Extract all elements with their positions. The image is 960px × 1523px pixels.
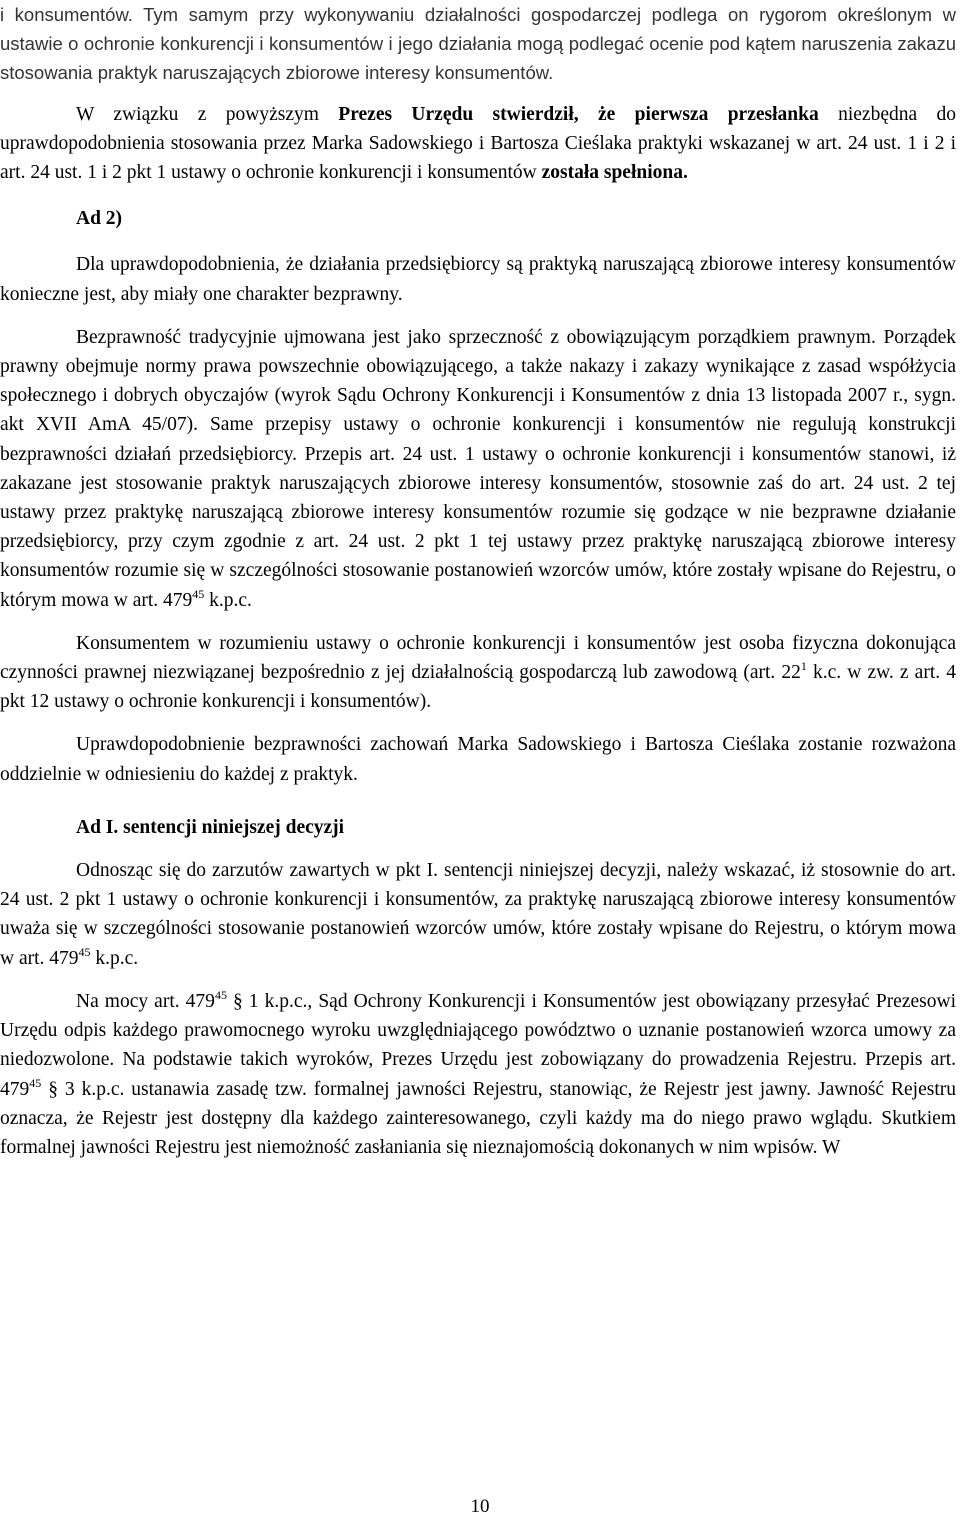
paragraph-text: § 1 k.p.c., Sąd Ochrony Konkurencji i Konsumentów jest obowiązany przesyłać Prezesowi Urzędu odpis każdego prawomocnego wyroku uwzględniającego powództwo o uznanie postanowień wzorca umowy za niedozwolone. Na podstawie takich wyroków, Prezes Urzędu jest zobowiązany do prowadzenia Rejestru. Przepis art. 479 bbox=[0, 990, 956, 1100]
superscript: 1 bbox=[800, 659, 807, 674]
paragraph-text: k.p.c. bbox=[90, 947, 139, 969]
paragraph-text: W związku z powyższym bbox=[76, 103, 339, 125]
paragraph-unlawfulness-intro: Dla uprawdopodobnienia, że działania przedsiębiorcy są praktyką naruszającą zbiorowe interesy konsumentów konieczne jest, aby miały one charakter bezprawny. bbox=[0, 254, 956, 305]
section-heading-ad-i: Ad I. sentencji niniejszej decyzji bbox=[76, 816, 345, 838]
bold-finding: Prezes Urzędu stwierdził, że pierwsza przesłanka bbox=[338, 103, 819, 125]
paragraph-text: Na mocy art. 479 bbox=[76, 990, 215, 1012]
paragraph-text: k.c. w zw. z art. 4 pkt 12 ustawy o ochronie konkurencji i konsumentów). bbox=[0, 662, 956, 713]
paragraph-text: Konsumentem w rozumieniu ustawy o ochronie konkurencji i konsumentów jest osoba fizyczna dokonująca czynności prawnej niezwiązanej bezpośrednio z jej działalnością gospodarczą lub zawodową (art. 22 bbox=[0, 632, 956, 684]
paragraph-text: § 3 k.p.c. ustanawia zasadę tzw. formalnej jawności Rejestru, stanowiąc, że Rejestr jest jawny. Jawność Rejestru oznacza, że Rejestr jest dostępny dla każdego zainteresowanego, czyli każdy ma do niego prawo wglądu. Skutkiem formalnej jawności Rejestru jest niemożność zasłaniania się nieznajomością dokonanych w nim wpisów. W bbox=[0, 1078, 956, 1158]
page-number: 10 bbox=[470, 1496, 490, 1517]
paragraph-continuation: i konsumentów. Tym samym przy wykonywaniu działalności gospodarczej podlega on rygorom określonym w ustawie o ochronie konkurencji i konsumentów i jego działania mogą podlegać ocenie pod kątem naruszenia zakazu stosowania praktyk naruszających zbiorowe interesy konsumentów. bbox=[0, 4, 956, 84]
superscript: 45 bbox=[192, 586, 205, 601]
superscript: 45 bbox=[214, 987, 227, 1002]
paragraph-text: Bezprawność tradycyjnie ujmowana jest jako sprzeczność z obowiązującym porządkiem prawnym. Porządek prawny obejmuje normy prawa powszechnie obowiązującego, a także nakazy i zakazy wynikające z zasad współżycia społecznego i dobrych obyczajów (wyrok Sądu Ochrony Konkurencji i Konsumentów z dnia 13 listopada 2007 r., sygn. akt XVII AmA 45/07). Same przepisy ustawy o ochronie konkurencji i konsumentów nie regulują konstrukcji bezprawności działań przedsiębiorcy. Przepis art. 24 ust. 1 ustawy o ochronie konkurencji i konsumentów stanowi, iż zakazane jest stosowanie praktyk naruszających zbiorowe interesy konsumentów, stosownie zaś do art. 24 ust. 2 tej ustawy przez praktykę naruszającą zbiorowe interesy konsumentów rozumie się godzące w nie bezprawne działanie przedsiębiorcy, przy czym zgodnie z art. 24 ust. 2 pkt 1 tej ustawy przez praktykę naruszającą zbiorowe interesy konsumentów rozumie się w szczególności stosowanie postanowień wzorców umów, które zostały wpisane do Rejestru, o którym mowa w art. 479 bbox=[0, 326, 956, 611]
paragraph-text: niezbędna do uprawdopodobnienia stosowania przez Marka Sadowskiego i Bartosza Cieślaka praktyki wskazanej w art. 24 ust. 1 i 2 i art. 24 ust. 1 i 2 pkt 1 ustawy o ochronie konkurencji i konsumentów bbox=[0, 103, 956, 184]
paragraph-unlawfulness-definition bbox=[0, 323, 956, 615]
bold-finding-end: została spełniona. bbox=[541, 162, 688, 184]
superscript: 45 bbox=[29, 1075, 42, 1090]
superscript: 45 bbox=[78, 944, 91, 959]
paragraph-text: k.p.c. bbox=[204, 589, 252, 611]
paragraph-ad-i-text bbox=[0, 856, 956, 973]
section-heading-ad-2: Ad 2) bbox=[76, 208, 123, 230]
paragraph-register bbox=[0, 987, 956, 1162]
paragraph-text: Odnosząc się do zarzutów zawartych w pkt I. sentencji niniejszej decyzji, należy wskazać, iż stosownie do art. 24 ust. 2 pkt 1 ustawy o ochronie konkurencji i konsumentów, za praktykę naruszającą zbiorowe interesy konsumentów uważa się w szczególności stosowanie postanowień wzorców umów, które zostały wpisane do Rejestru, o którym mowa w art. 479 bbox=[0, 860, 956, 969]
paragraph-separate-consideration: Uprawdopodobnienie bezprawności zachowań Marka Sadowskiego i Bartosza Cieślaka zostanie rozważona oddzielnie w odniesieniu do każdej z praktyk. bbox=[0, 734, 956, 785]
paragraph-premise-conclusion bbox=[0, 100, 956, 188]
paragraph-consumer-definition bbox=[0, 629, 956, 717]
